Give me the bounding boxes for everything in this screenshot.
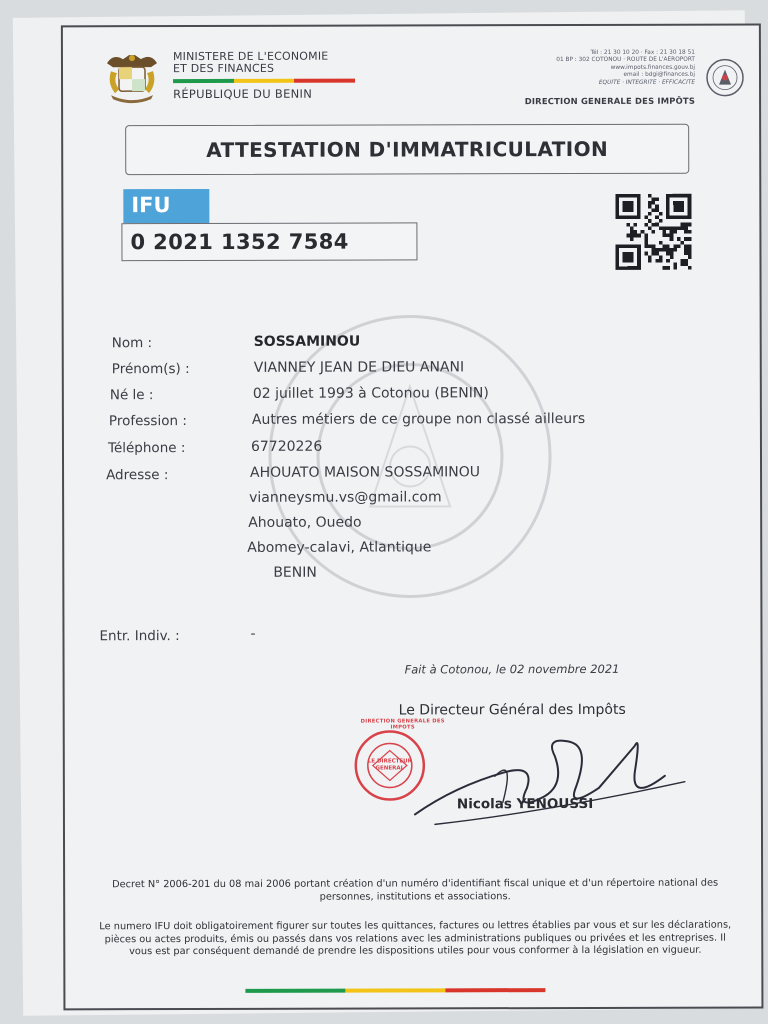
dgi-seal-icon: [705, 58, 745, 98]
direction-name: DIRECTION GENERALE DES IMPÔTS: [524, 95, 696, 107]
title-box: [125, 124, 689, 175]
ne-value: 02 juillet 1993 à Cotonou (BENIN): [252, 385, 489, 402]
stamp-inner-text: LE DIRECTEUR GENERAL: [367, 758, 412, 772]
decret-text: [65, 878, 765, 905]
adresse-line-1: AHOUATO MAISON SOSSAMINOU: [250, 464, 481, 481]
ministry-name: [173, 51, 329, 75]
ministry-line1: MINISTERE DE L'ECONOMIE: [172, 49, 329, 64]
document-title: ATTESTATION D'IMMATRICULATION: [206, 136, 609, 162]
notice-line3: vous est par conséquent demandé de prendre les dispositions utiles pour vous conformer à la législation en vigueur.: [129, 944, 702, 958]
republic-name: RÉPUBLIQUE DU BENIN: [173, 86, 313, 102]
coat-of-arms-icon: [101, 49, 163, 107]
contact-line4: email : bdgi@finances.bj: [623, 71, 696, 79]
contact-line1: Tél : 21 30 10 20 · Fax : 21 30 18 51: [590, 49, 695, 56]
prenom-value: VIANNEY JEAN DE DIEU ANANI: [253, 359, 465, 376]
prenom-label: Prénom(s) :: [111, 361, 190, 378]
place-date: Fait à Cotonou, le 02 novembre 2021: [404, 661, 620, 677]
director-name: [457, 796, 593, 812]
decret-line2: personnes, institutions et associations.: [319, 890, 511, 903]
decret-line1: Decret N° 2006-201 du 08 mai 2006 portant création d'un numéro d'identifiant fiscal unique et d'un répertoire national des: [112, 877, 719, 891]
ifu-label: IFU: [123, 189, 209, 223]
profession-value: Autres métiers de ce groupe non classé ailleurs: [251, 410, 586, 428]
qr-code-icon: [611, 194, 695, 270]
nom-value: SOSSAMINOU: [253, 333, 361, 350]
contact-line3: www.impots.finances.gouv.bj: [610, 64, 695, 71]
ministry-line2: ET DES FINANCES: [172, 61, 275, 76]
entr-value: -: [250, 625, 256, 642]
ifu-number-box: [121, 222, 417, 261]
telephone-value: 67720226: [250, 438, 323, 455]
contact-line5: EQUITE · INTEGRITE · EFFICACITE: [598, 79, 696, 86]
entr-label: Entr. Indiv. :: [99, 628, 180, 645]
ne-label: Né le :: [109, 387, 154, 404]
director-role: Le Directeur Général des Impôts: [398, 701, 626, 719]
contact-line2: 01 BP : 302 COTONOU · ROUTE DE L'AEROPORT: [556, 57, 695, 64]
signature-icon: [395, 716, 695, 837]
flag-bar: [173, 79, 355, 83]
telephone-label: Téléphone :: [107, 440, 186, 457]
stamp-ring-text: DIRECTION GENERALE DES IMPOTS: [360, 718, 445, 731]
watermark-seal-icon: [260, 306, 561, 607]
contact-block: [455, 50, 695, 88]
adresse-line-5: BENIN: [273, 564, 317, 581]
notice-line1: Le numero IFU doit obligatoirement figurer sur toutes les quittances, factures ou lettres établies par vous et sur les déclarations,: [99, 919, 732, 933]
notice-line2: pièces ou actes produits, émis ou passés dans vos relations avec les administrations publiques ou privées et les entreprises. Il: [104, 932, 726, 945]
adresse-label: Adresse :: [106, 467, 169, 484]
nom-label: Nom :: [111, 335, 153, 352]
document-frame: [61, 24, 764, 1011]
adresse-line-2: vianneysmu.vs@gmail.com: [249, 489, 442, 506]
notice-text: [65, 920, 765, 959]
adresse-line-4: Abomey-calavi, Atlantique: [247, 539, 432, 556]
director-last-name: YENOUSSI: [516, 795, 594, 813]
ifu-number: 0 2021 1352 7584: [130, 229, 349, 255]
bottom-flag-bar: [245, 988, 545, 993]
document-sheet: [13, 10, 755, 1016]
director-first-name: Nicolas: [456, 796, 517, 813]
adresse-line-3: Ahouato, Ouedo: [248, 514, 362, 531]
profession-label: Profession :: [108, 413, 187, 430]
